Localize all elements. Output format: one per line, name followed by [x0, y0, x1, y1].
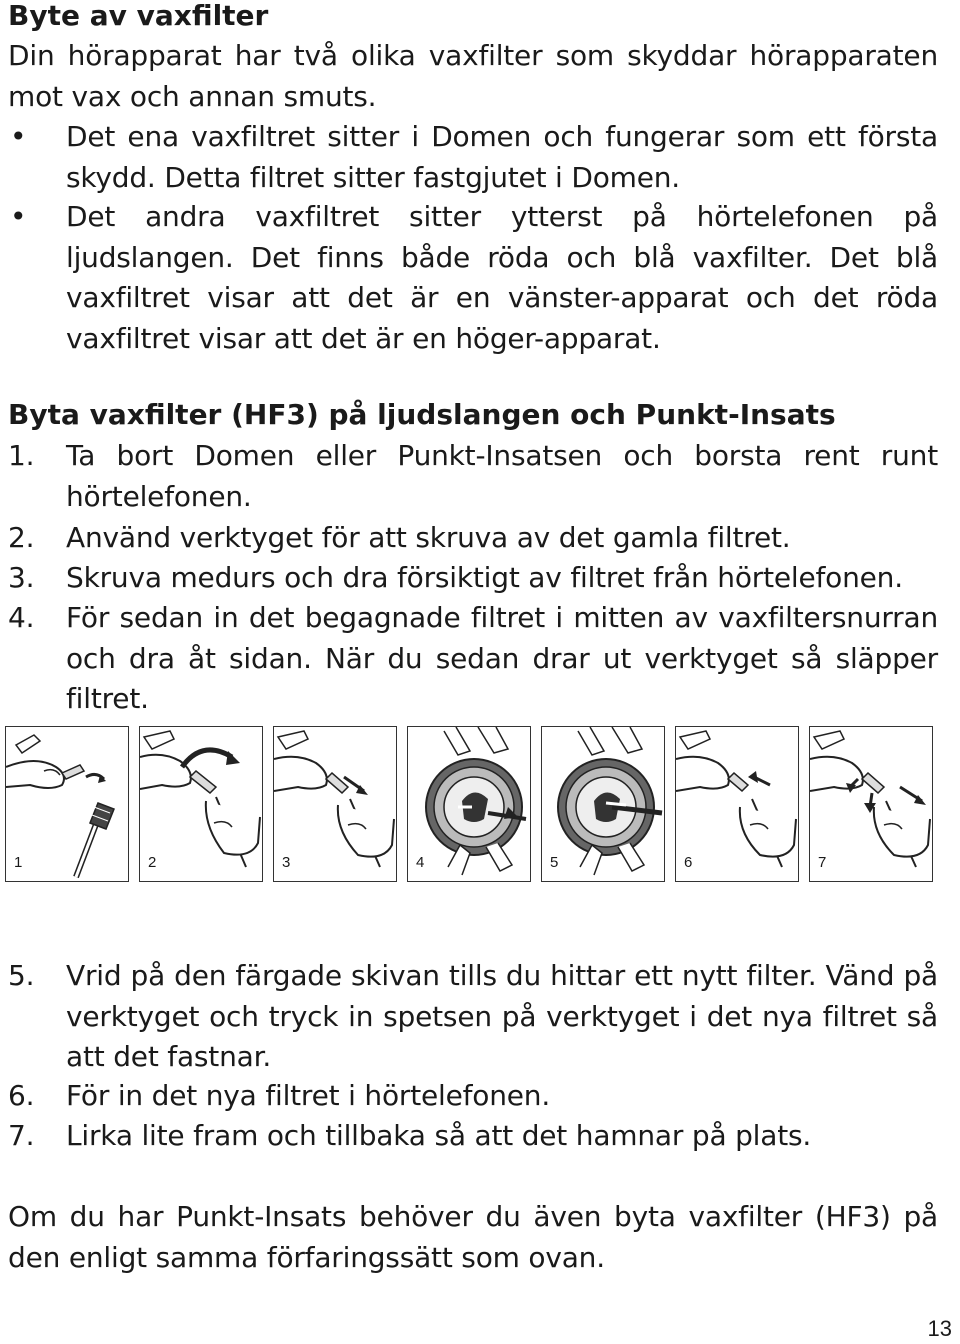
section-heading: Byte av vaxfilter — [8, 0, 269, 32]
step-number: 7. — [8, 1119, 35, 1152]
figure-label: 4 — [416, 854, 425, 871]
unscrew-filter-illustration — [140, 727, 263, 882]
figure-label: 2 — [148, 854, 157, 871]
figure-label: 6 — [684, 854, 693, 871]
step-text: För in det nya filtret i hörtelefonen. — [66, 1079, 551, 1112]
illustration-panel — [5, 726, 129, 882]
step-number: 6. — [8, 1079, 35, 1112]
illustration-panel — [541, 726, 665, 882]
step-text: Lirka lite fram och tillbaka så att det hamnar på plats. — [66, 1119, 812, 1152]
step-number: 5. — [8, 959, 35, 992]
step-number: 4. — [8, 601, 35, 634]
illustration-panel — [809, 726, 933, 882]
step-text: Vrid på den färgade skivan tills du hittar ett nytt filter. Vänd på verktyget och tryck in spetsen på verktyget i det nya filtret så att det fastnar. — [66, 959, 938, 1073]
illustration-panel — [139, 726, 263, 882]
step-text: Använd verktyget för att skruva av det gamla filtret. — [66, 521, 791, 554]
subsection-heading: Byta vaxfilter (HF3) på ljudslangen och Punkt-Insats — [8, 398, 836, 431]
insert-new-filter-illustration — [676, 727, 799, 882]
outro-paragraph: Om du har Punkt-Insats behöver du även byta vaxfilter (HF3) på den enligt samma förfaringssätt som ovan. — [8, 1200, 938, 1274]
figure-label: 5 — [550, 854, 559, 871]
step-text: För sedan in det begagnade filtret i mitten av vaxfiltersnurran och dra åt sidan. När du sedan drar ut verktyget så släpper filtret. — [66, 601, 938, 715]
illustration-strip — [5, 726, 937, 884]
brush-cleaning-illustration — [6, 727, 129, 882]
bullet-text: Det ena vaxfiltret sitter i Domen och fungerar som ett första skydd. Detta filtret sitter fastgjutet i Domen. — [66, 120, 938, 194]
bullet-marker: • — [10, 200, 27, 233]
bullet-text: Det andra vaxfiltret sitter ytterst på hörtelefonen på ljudslangen. Det finns både röda och blå vaxfilter. Det blå vaxfiltret visar att det är en vänster-apparat och det röda vaxfiltret visar att det är en höger-apparat. — [66, 200, 938, 355]
page-number: 13 — [927, 1316, 952, 1341]
wiggle-filter-illustration — [810, 727, 933, 882]
step-text: Ta bort Domen eller Punkt-Insatsen och borsta rent runt hörtelefonen. — [66, 439, 938, 513]
illustration-panel — [273, 726, 397, 882]
new-filter-wheel-illustration — [542, 727, 665, 882]
pull-filter-illustration — [274, 727, 397, 882]
step-number: 3. — [8, 561, 35, 594]
figure-label: 1 — [14, 854, 23, 871]
step-number: 1. — [8, 439, 35, 472]
illustration-panel — [675, 726, 799, 882]
insert-filter-wheel-illustration — [408, 727, 531, 882]
intro-paragraph: Din hörapparat har två olika vaxfilter som skyddar hörapparaten mot vax och annan smuts. — [8, 39, 938, 113]
bullet-marker: • — [10, 120, 27, 153]
figure-label: 7 — [818, 854, 827, 871]
illustration-panel — [407, 726, 531, 882]
figure-label: 3 — [282, 854, 291, 871]
step-text: Skruva medurs och dra försiktigt av filtret från hörtelefonen. — [66, 561, 903, 594]
step-number: 2. — [8, 521, 35, 554]
